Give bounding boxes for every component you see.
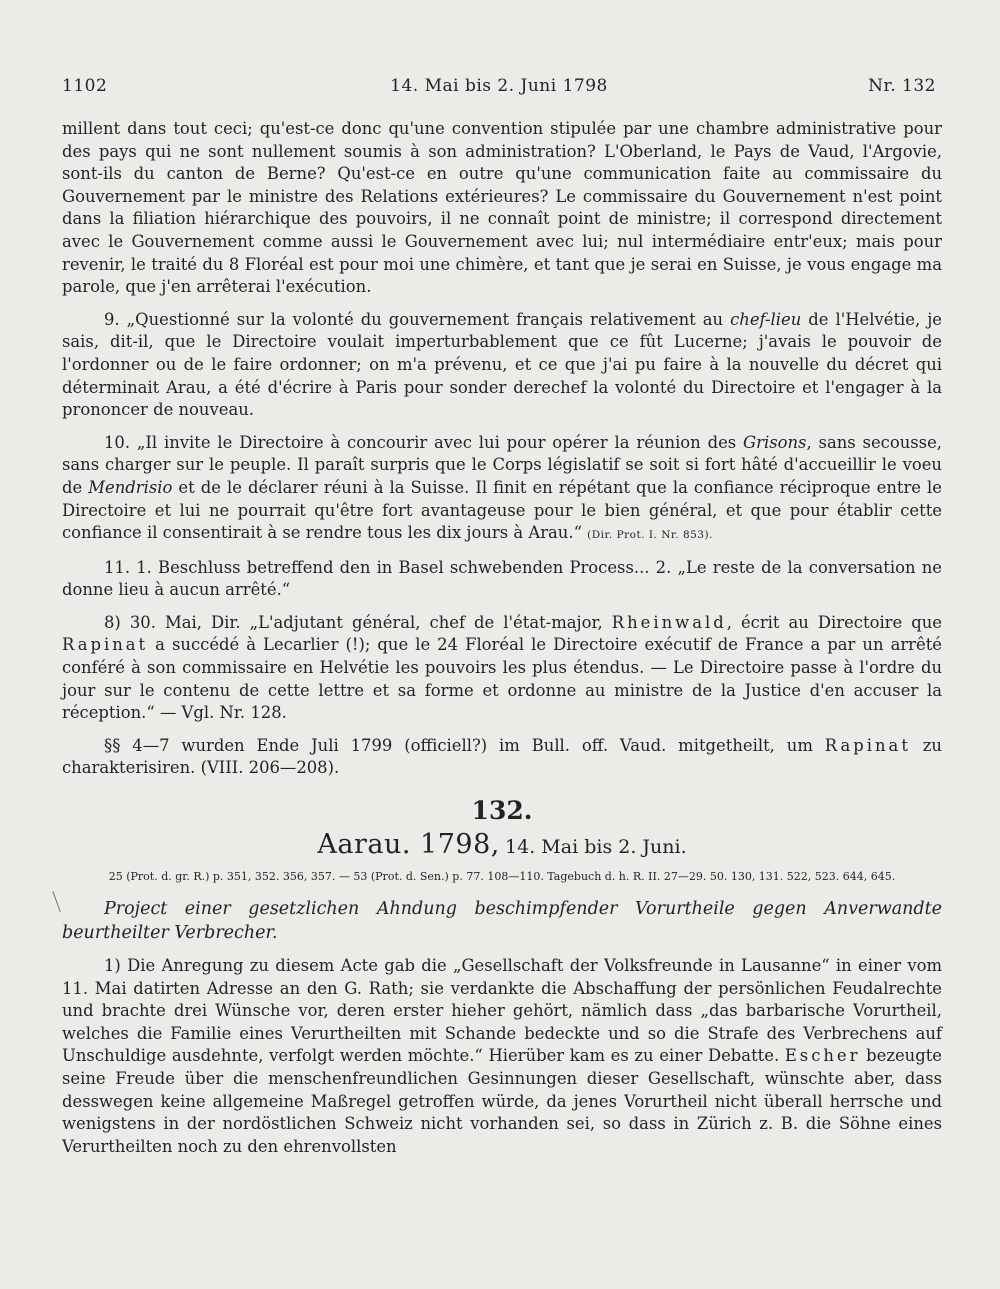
name-rapinat: Rapinat	[62, 635, 149, 655]
paragraph-1: 1) Die Anregung zu diesem Acte gab die „Gesellschaft der Volksfreunde in Lausanne“ in einer vom 11. Mai datirten Adresse an den G. Rath; sie verdankte die Abschaffung der persönlichen Feudalrechte und brachte drei Wünsche vor, deren erster hieher gehört, nämlich dass „das barbarische Vorurtheil, welches die Familie eines Verurtheilten mit Schande bedeckte und so die Strafe des Verbrechens auf Unschuldige ausdehnte, verfolgt werden möchte.“ Hierüber kam es zu einer Debatte. Escher bezeugte seine Freude über die menschenfreundlichen Gesinnungen dieser Gesellschaft, wünschte aber, dass desswegen keine allgemeine Maßregel getroffen würde, da jenes Vorurtheil nicht überall herrsche und wenigstens in der nordöstlichen Schweiz nicht vorhanden sei, so dass in Zürich z. B. die Söhne eines Verurtheilten noch zu den ehrenvollsten	[62, 956, 942, 1156]
paragraph-8-footnote: 8) 30. Mai, Dir. „L'adjutant général, chef de l'état-major, Rheinwald, écrit au Directoire que Rapinat a succédé à Lecarlier (!); que le 24 Floréal le Directoire exécutif de France a par un arrêté conféré à son commissaire en Helvétie les pouvoirs les plus étendus. — Le Directoire passe à l'ordre du jour sur le contenu de cette lettre et sa forme et ordonne au ministre de la Justice d'en accuser la réception.“ — Vgl. Nr. 128.	[62, 612, 942, 723]
header-date-range: 14. Mai bis 2. Juni 1798	[390, 76, 608, 96]
running-header	[62, 76, 936, 102]
paragraph-11: 11. 1. Beschluss betreffend den in Basel schwebenden Process... 2. „Le reste de la conversation ne donne lieu à aucun arrêté.“	[62, 557, 942, 600]
section-dates: 14. Mai bis 2. Juni.	[505, 836, 687, 859]
page-body	[62, 118, 942, 1158]
paragraph-continuation: millent dans tout ceci; qu'est-ce donc qu'une convention stipulée par une chambre administrative pour des pays qui ne sont nullement soumis à son administration? L'Oberland, le Pays de Vaud, l'Argovie, sont-ils du canton de Berne? Qu'est-ce en outre qu'une communication faite au commissaire du Gouvernement par le ministre des Relations extérieures? Le commissaire du Gouvernement n'est point dans la filiation hiérarchique des pouvoirs, il ne connaît point de ministre; il correspond directement avec le Gouvernement comme aussi le Gouvernement avec lui; nul intermédiaire entr'eux; mais pour revenir, le traité du 8 Floréal est pour moi une chimère, et tant que je serai en Suisse, je vous engage ma parole, que j'en arrêterai l'exécution.	[62, 119, 942, 297]
section-number: 132.	[471, 796, 533, 826]
name-rapinat-2: Rapinat	[824, 735, 911, 755]
paragraph-9: 9. „Questionné sur la volonté du gouvernement français relativement au chef-lieu de l'Helvétie, je sais, dit-il, que le Directoire voulait imperturbablement que ce fût Lucerne; j'avais le pouvoir de l'ordonner ou de le faire ordonner; on m'a prévenu, et ce que j'ai pu faire à la nouvelle du décret qui déterminait Arau, a été d'écrire à Paris pour sonder derechef la volonté du Directoire et l'engager à la prononcer de nouveau.	[62, 309, 942, 420]
term-grisons: Grisons	[743, 432, 807, 452]
source-reference: (Dir. Prot. I. Nr. 853).	[587, 529, 713, 542]
page-number: 1102	[62, 76, 108, 96]
section-subtitle: Project einer gesetzlichen Ahndung beschimpfender Vorurtheile gegen Anverwandte beurtheilter Verbrecher.	[62, 899, 942, 944]
section-sources: 25 (Prot. d. gr. R.) p. 351, 352. 356, 357. — 53 (Prot. d. Sen.) p. 77. 108—110. Tagebuch d. h. R. II. 27—29. 50. 130, 131. 522, 523. 644, 645.	[108, 870, 896, 884]
paragraph-sections-note: §§ 4—7 wurden Ende Juli 1799 (officiell?) im Bull. off. Vaud. mitgetheilt, um Rapinat zu charakterisiren. (VIII. 206—208).	[62, 735, 942, 778]
section-place-year: Aarau. 1798,	[317, 829, 500, 861]
section-heading	[62, 830, 942, 863]
name-escher: Escher	[784, 1046, 861, 1066]
term-chef-lieu: chef-lieu	[730, 309, 802, 329]
name-rheinwald: Rheinwald	[611, 612, 727, 632]
term-mendrisio: Mendrisio	[88, 477, 173, 497]
paragraph-10: 10. „Il invite le Directoire à concourir avec lui pour opérer la réunion des Grisons, sans secousse, sans charger sur le peuple. Il paraît surpris que le Corps législatif se soit si fort hâté d'accueillir le voeu de Mendrisio et de le déclarer réuni à la Suisse. Il finit en répétant que la confiance réciproque entre le Directoire et lui ne pourrait qu'être fort avantageuse pour le bien général, et que pour établir cette confiance il consentirait à se rendre tous les dix jours à Arau.“ (Dir. Prot. I. Nr. 853).	[62, 432, 942, 543]
header-document-number: Nr. 132	[868, 76, 936, 96]
